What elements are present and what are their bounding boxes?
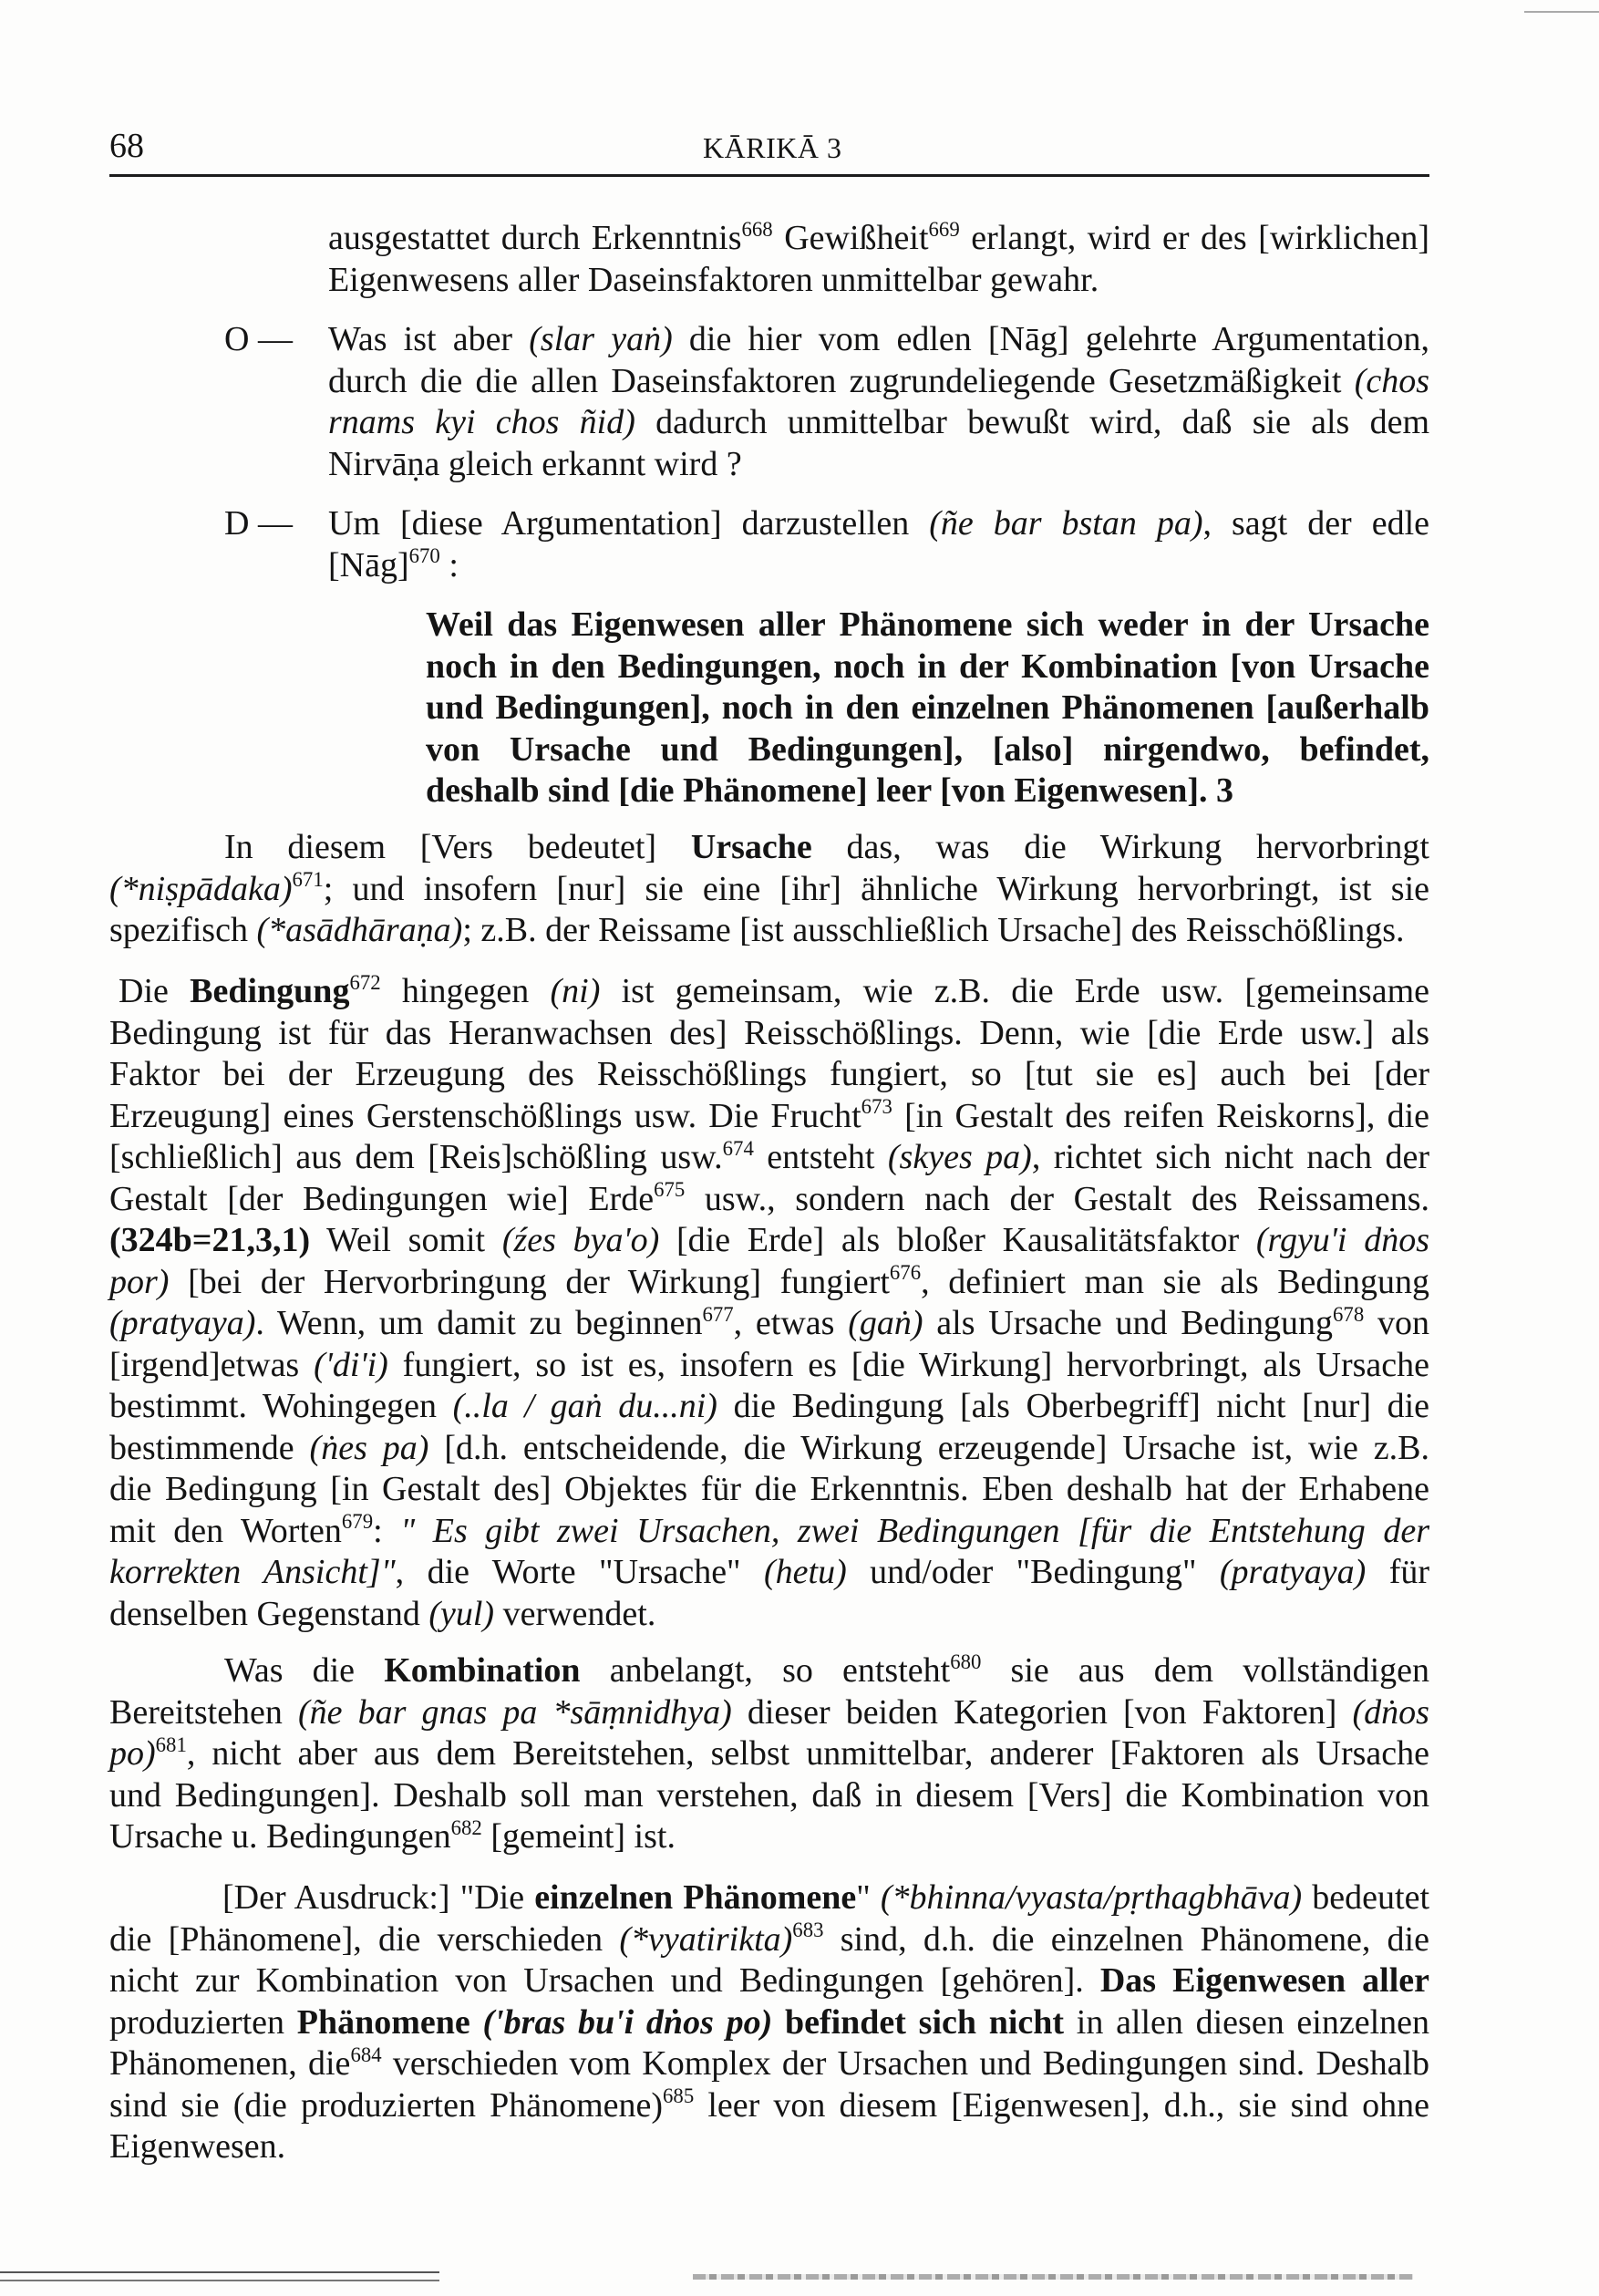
- text-run: Bedingung ist für das Heranwachsen des] Reisschößlings. Denn, wie [die Erde usw.] als: [109, 1013, 1429, 1052]
- text-run: Phänomenen, die: [109, 2044, 351, 2083]
- text-run: die Bedingung [als Oberbegriff] nicht [nur] die: [717, 1387, 1430, 1425]
- bold-emphasis: Ursache: [690, 828, 812, 866]
- italic-term: (..la / gaṅ du...ni): [452, 1387, 717, 1425]
- text-line: [109, 1552, 1429, 1594]
- text-line: [109, 1594, 1429, 1636]
- text-run: . Wenn, um damit zu beginnen: [255, 1304, 703, 1342]
- bold-emphasis: Das Eigenwesen aller: [1099, 1961, 1430, 2000]
- text-run: entsteht: [753, 1138, 888, 1176]
- text-run: noch in den Bedingungen, noch in der Kombination [von Ursache: [426, 646, 1429, 686]
- italic-term: (pratyaya): [109, 1304, 256, 1342]
- italic-term: (ñe bar gnas pa *sāṃnidhya): [298, 1692, 732, 1732]
- reply-paragraph: [328, 503, 1429, 586]
- text-line: [328, 319, 1429, 361]
- text-run: die hier vom edlen [Nāg] gelehrte Argumentation,: [672, 320, 1429, 358]
- text-run: sie aus dem vollständigen: [981, 1651, 1430, 1690]
- text-line: [426, 771, 1429, 812]
- text-run: von: [1364, 1304, 1429, 1342]
- italic-term: (gaṅ): [848, 1304, 923, 1342]
- text-line: [109, 971, 1429, 1013]
- header-rule: [109, 174, 1429, 177]
- text-run: bedeutet: [1302, 1878, 1430, 1917]
- text-line: [328, 503, 1429, 545]
- text-run: ": [856, 1878, 881, 1917]
- scan-noise-strip: [693, 2274, 1413, 2280]
- text-run: Nirvāṇa gleich erkannt wird ?: [328, 444, 742, 483]
- text-run: Was ist aber: [328, 320, 530, 358]
- text-line: [109, 2043, 1429, 2085]
- text-run: Ursache u. Bedingungen: [109, 1817, 451, 1856]
- running-title: KĀRIKĀ 3: [703, 131, 842, 164]
- text-run: Weil somit: [310, 1221, 502, 1259]
- commentary-paragraph-ursache: [109, 827, 1429, 952]
- text-line: [109, 1220, 1429, 1262]
- text-run: leer von diesem [Eigenwesen], d.h., sie sind ohne: [694, 2085, 1429, 2125]
- scan-corner-mark: [1524, 11, 1599, 13]
- footnote-ref: 671: [292, 868, 324, 892]
- footnote-ref: 672: [349, 970, 381, 994]
- karika-verse: [426, 605, 1429, 812]
- footnote-ref: 683: [792, 1919, 824, 1942]
- text-line: [109, 1428, 1429, 1470]
- text-run: und Bedingungen]. Deshalb soll man verstehen, daß in diesem [Vers] die Kombination von: [109, 1775, 1429, 1815]
- text-line: [109, 1960, 1429, 2002]
- text-run: und/oder "Bedingung": [846, 1553, 1220, 1591]
- objection-label: O —: [224, 320, 293, 358]
- text-run: In diesem [Vers bedeutet]: [224, 828, 691, 866]
- text-run: die Bedingung [in Gestalt des] Objektes für die Erkenntnis. Eben deshalb hat der Erhabene: [109, 1470, 1429, 1508]
- continuation-paragraph: [328, 218, 1429, 301]
- italic-term: (dṅos: [1352, 1692, 1429, 1732]
- text-run: mit den Worten: [109, 1511, 342, 1550]
- italic-term: (skyes pa): [887, 1138, 1032, 1176]
- text-run: :: [373, 1511, 401, 1550]
- text-line: [109, 1919, 1429, 1961]
- scan-edge-rule: [0, 2280, 439, 2281]
- text-run: ; und insofern [nur] sie eine [ihr] ähnliche Wirkung hervorbringt, ist sie: [323, 869, 1429, 908]
- text-run: und Bedingungen], noch in den einzelnen Phänomenen [außerhalb: [426, 688, 1429, 727]
- footnote-ref: 679: [341, 1510, 374, 1534]
- text-run: für: [1366, 1553, 1429, 1591]
- italic-term: (ṅes pa): [309, 1428, 429, 1467]
- text-line: [109, 1054, 1429, 1096]
- commentary-paragraph-bedingung: [109, 971, 1429, 1635]
- text-run: Eigenwesen.: [109, 2127, 286, 2166]
- text-run: [gemeint] ist.: [481, 1817, 676, 1856]
- italic-term: (*vyatirikta): [619, 1919, 793, 1959]
- text-line: [109, 1650, 1429, 1692]
- text-run: denselben Gegenstand: [109, 1594, 429, 1633]
- text-run: [772, 2003, 785, 2042]
- italic-term: ('di'i): [314, 1345, 388, 1384]
- text-line: [109, 1013, 1429, 1055]
- bold-emphasis: Bedingung: [190, 972, 350, 1010]
- footnote-ref: 684: [350, 2043, 382, 2066]
- text-run: [Der Ausdruck:] "Die: [222, 1878, 535, 1917]
- bold-italic-term: ('bras bu'i dṅos po): [482, 2002, 773, 2042]
- text-run: Gewißheit: [772, 219, 929, 257]
- italic-term: korrekten Ansicht]": [109, 1553, 396, 1591]
- text-run: [bei der Hervorbringung der Wirkung] fungiert: [169, 1262, 890, 1301]
- text-run: Erzeugung] eines Gerstenschößlings usw. Die Frucht: [109, 1096, 861, 1135]
- text-run: Gestalt [der Bedingungen wie] Erde: [109, 1179, 655, 1218]
- page-number: 68: [109, 127, 144, 165]
- text-run: [470, 2003, 483, 2042]
- text-line: [109, 1469, 1429, 1511]
- text-line: [328, 260, 1429, 302]
- footnote-ref: 673: [861, 1095, 892, 1119]
- text-line: [426, 605, 1429, 646]
- text-run: dadurch unmittelbar bewußt wird, daß sie als dem: [634, 403, 1430, 441]
- italic-term: po): [109, 1734, 156, 1773]
- text-line: [109, 827, 1429, 869]
- text-line: [109, 1303, 1429, 1345]
- text-run: durch die die allen Daseinsfaktoren zugrundeliegende Gesetzmäßigkeit: [328, 361, 1355, 400]
- text-run: , definiert man sie als Bedingung: [921, 1262, 1429, 1301]
- text-run: dieser beiden Kategorien [von Faktoren]: [731, 1692, 1353, 1732]
- text-line: [109, 1692, 1429, 1734]
- italic-term: (chos: [1354, 361, 1429, 400]
- text-run: nicht zur Kombination von Ursachen und Bedingungen [gehören].: [109, 1961, 1100, 2000]
- italic-term: por): [109, 1262, 170, 1301]
- italic-term: (pratyaya): [1219, 1553, 1367, 1591]
- text-line: [109, 2002, 1429, 2044]
- text-run: , etwas: [733, 1304, 849, 1342]
- text-run: die [Phänomene], die verschieden: [109, 1919, 620, 1959]
- text-run: fungiert, so ist es, insofern es [die Wirkung] hervorbringt, als Ursache: [387, 1345, 1429, 1384]
- footnote-ref: 674: [722, 1136, 754, 1160]
- italic-term: (rgyu'i dṅos: [1255, 1221, 1429, 1259]
- text-line: [109, 1262, 1429, 1304]
- italic-term: (*niṣpādaka): [109, 869, 293, 908]
- italic-term: (źes bya'o): [501, 1221, 660, 1259]
- commentary-paragraph-kombination: [109, 1650, 1429, 1858]
- text-line: [426, 688, 1429, 729]
- bold-emphasis: Phänomene: [296, 2002, 470, 2042]
- italic-term: (*bhinna/vyasta/pṛthagbhāva): [880, 1878, 1303, 1917]
- text-line: [109, 1345, 1429, 1387]
- text-line: [109, 1877, 1429, 1919]
- text-run: anbelangt, so entsteht: [580, 1651, 951, 1690]
- text-run: , die Worte "Ursache": [395, 1553, 764, 1591]
- text-run: Eigenwesens aller Daseinsfaktoren unmittelbar gewahr.: [328, 260, 1099, 299]
- text-run: in allen diesen einzelnen: [1064, 2002, 1429, 2042]
- text-run: deshalb sind [die Phänomene] leer [von Eigenwesen]. 3: [426, 771, 1234, 810]
- text-run: Weil das Eigenwesen aller Phänomene sich weder in der Ursache: [426, 605, 1429, 644]
- italic-term: (hetu): [764, 1553, 847, 1591]
- text-line: [109, 1775, 1429, 1817]
- text-run: , nicht aber aus dem Bereitstehen, selbst unmittelbar, anderer [Faktoren als Ursache: [186, 1734, 1429, 1773]
- text-run: ist gemeinsam, wie z.B. die Erde usw. [gemeinsame: [600, 972, 1430, 1010]
- text-run: von Ursache und Bedingungen], [also] nirgendwo, befindet,: [426, 729, 1429, 769]
- text-run: usw., sondern nach der Gestalt des Reissamens.: [685, 1179, 1430, 1218]
- text-run: verwendet.: [494, 1594, 656, 1633]
- footnote-ref: 669: [928, 217, 960, 241]
- text-run: sind, d.h. die einzelnen Phänomene, die: [823, 1919, 1429, 1959]
- text-line: [109, 1179, 1429, 1221]
- footnote-ref: 681: [155, 1732, 187, 1756]
- scan-edge-rule: [0, 2271, 439, 2273]
- text-line: [426, 729, 1429, 771]
- text-line: [109, 2085, 1429, 2127]
- text-run: als Ursache und Bedingung: [923, 1304, 1334, 1342]
- italic-term: (slar yaṅ): [529, 320, 673, 358]
- footnote-ref: 685: [663, 2084, 695, 2108]
- footnote-ref: 675: [654, 1178, 686, 1202]
- footnote-ref: 678: [1333, 1302, 1365, 1326]
- text-line: [109, 1137, 1429, 1179]
- text-run: [die Erde] als bloßer Kausalitätsfaktor: [659, 1221, 1256, 1259]
- footnote-ref: 676: [889, 1261, 922, 1285]
- text-line: [109, 1096, 1429, 1138]
- text-run: spezifisch: [109, 911, 257, 949]
- text-line: [328, 444, 1429, 486]
- text-run: erlangt, wird er des [wirklichen]: [959, 219, 1429, 257]
- commentary-paragraph-einzelne-phaenomene: [109, 1877, 1429, 2168]
- text-run: [in Gestalt des reifen Reiskorns], die: [892, 1096, 1429, 1135]
- text-run: das, was die Wirkung hervorbringt: [811, 828, 1429, 866]
- italic-term: (*asādhāraṇa): [256, 911, 463, 949]
- text-run: bestimmt. Wohingegen: [109, 1387, 453, 1425]
- text-line: [109, 1816, 1429, 1858]
- text-run: hingegen: [380, 972, 551, 1010]
- text-run: sind sie (die produzierten Phänomene): [109, 2085, 664, 2125]
- text-run: [d.h. entscheidende, die Wirkung erzeugende] Ursache ist, wie z.B.: [428, 1428, 1429, 1467]
- text-run: verschieden vom Komplex der Ursachen und Bedingungen sind. Deshalb: [381, 2044, 1430, 2083]
- text-run: , richtet sich nicht nach der: [1031, 1138, 1429, 1176]
- text-run: , sagt der edle: [1202, 504, 1429, 543]
- bold-emphasis: (324b=21,3,1): [109, 1221, 311, 1259]
- text-line: [328, 361, 1429, 403]
- text-line: [328, 402, 1429, 444]
- text-line: [328, 218, 1429, 260]
- footnote-ref: 670: [408, 544, 440, 568]
- text-line: [109, 2126, 1429, 2168]
- text-run: [Nāg]: [328, 545, 409, 584]
- italic-term: " Es gibt zwei Ursachen, zwei Bedingungen [für die Entstehung der: [400, 1511, 1429, 1550]
- text-run: bestimmende: [109, 1428, 310, 1467]
- footnote-ref: 680: [950, 1650, 982, 1673]
- text-run: Faktor bei der Erzeugung des Reisschößlings fungiert, so [tut sie es] auch bei [der: [109, 1055, 1429, 1093]
- text-run: [irgend]etwas: [109, 1345, 315, 1384]
- text-line: [426, 646, 1429, 688]
- bold-emphasis: einzelnen Phänomene: [534, 1878, 857, 1917]
- text-run: Was die: [224, 1651, 385, 1690]
- italic-term: (yul): [428, 1594, 495, 1633]
- text-run: Die: [119, 972, 191, 1010]
- italic-term: (ni): [550, 972, 601, 1010]
- text-line: [328, 545, 1429, 587]
- bold-emphasis: befindet sich nicht: [784, 2002, 1065, 2042]
- footnote-ref: 682: [450, 1815, 482, 1839]
- bold-emphasis: Kombination: [384, 1651, 581, 1690]
- objection-paragraph: [328, 319, 1429, 485]
- text-run: [schließlich] aus dem [Reis]schößling usw.: [109, 1138, 723, 1176]
- reply-label: D —: [224, 504, 293, 543]
- text-run: :: [439, 545, 459, 584]
- text-line: [109, 869, 1429, 911]
- text-run: ausgestattet durch Erkenntnis: [328, 219, 742, 257]
- text-line: [109, 1511, 1429, 1553]
- text-line: [109, 910, 1429, 952]
- text-line: [109, 1386, 1429, 1428]
- text-run: produzierten: [109, 2002, 297, 2042]
- footnote-ref: 677: [702, 1302, 734, 1326]
- footnote-ref: 668: [741, 217, 773, 241]
- italic-term: (ñe bar bstan pa): [929, 504, 1203, 543]
- text-run: ; z.B. der Reissame [ist ausschließlich Ursache] des Reisschößlings.: [462, 911, 1405, 949]
- italic-term: rnams kyi chos ñid): [328, 403, 635, 441]
- text-run: Bereitstehen: [109, 1692, 299, 1732]
- text-run: Um [diese Argumentation] darzustellen: [328, 504, 930, 543]
- text-line: [109, 1733, 1429, 1775]
